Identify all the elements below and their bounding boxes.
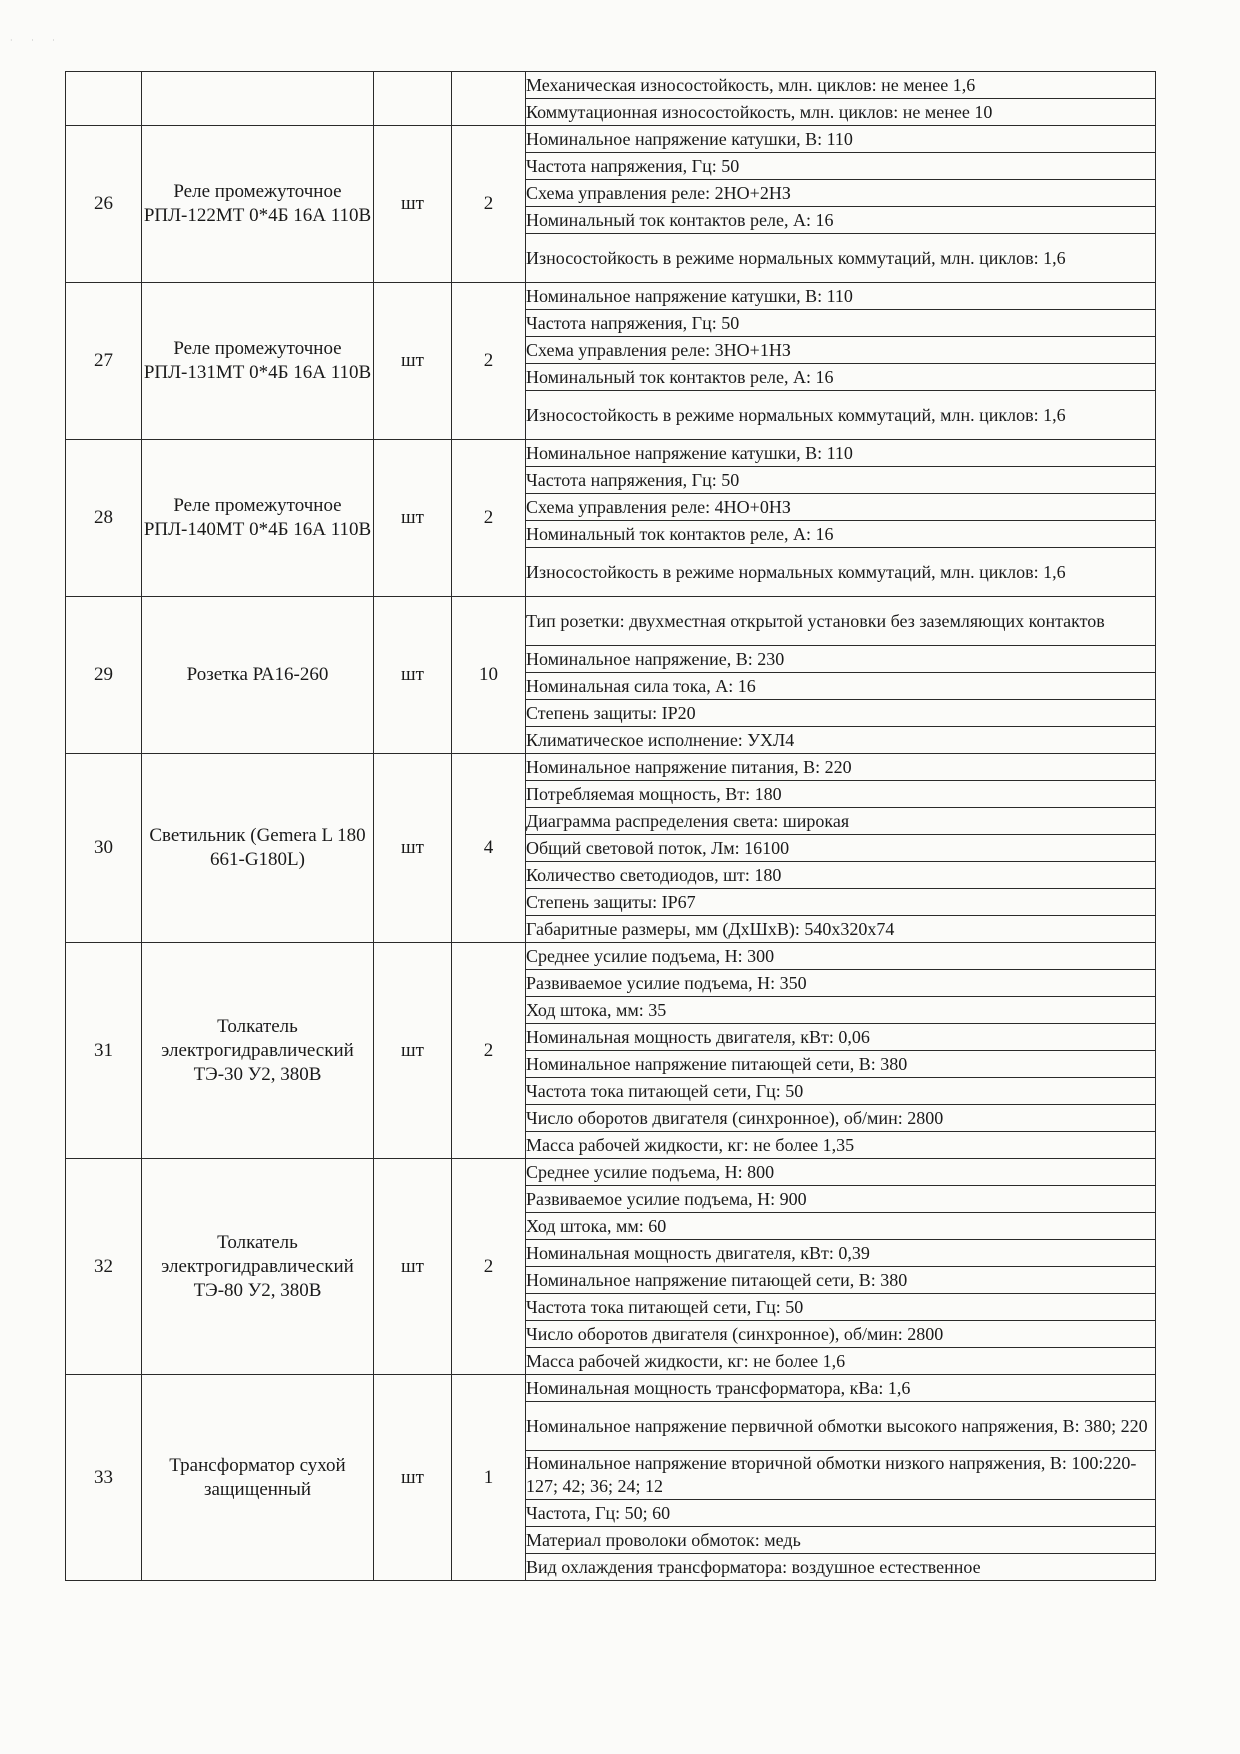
spec-line: Номинальное напряжение катушки, В: 110: [526, 440, 1156, 467]
scan-artifact: · · ·: [10, 36, 63, 45]
spec-line: Частота тока питающей сети, Гц: 50: [526, 1078, 1156, 1105]
spec-line: Среднее усилие подъема, Н: 800: [526, 1159, 1156, 1186]
spec-line: Частота напряжения, Гц: 50: [526, 153, 1156, 180]
item-name: Светильник (Gemera L 180 661-G180L): [142, 754, 374, 943]
item-name: Трансформатор сухой защищенный: [142, 1375, 374, 1581]
table-row: [66, 126, 1156, 153]
spec-line: Номинальная сила тока, А: 16: [526, 673, 1156, 700]
specification-table-body: [66, 72, 1156, 1581]
item-unit: шт: [374, 597, 452, 754]
item-unit: шт: [374, 754, 452, 943]
spec-line: Диаграмма распределения света: широкая: [526, 808, 1156, 835]
table-row: [66, 283, 1156, 310]
spec-line: Ход штока, мм: 60: [526, 1213, 1156, 1240]
item-name: Толкатель электрогидравлический ТЭ-80 У2, 380В: [142, 1159, 374, 1375]
item-unit: шт: [374, 283, 452, 440]
spec-line: Количество светодиодов, шт: 180: [526, 862, 1156, 889]
item-quantity: 2: [452, 440, 526, 597]
spec-line: Номинальное напряжение, В: 230: [526, 646, 1156, 673]
spec-line: Развиваемое усилие подъема, Н: 900: [526, 1186, 1156, 1213]
item-name: Реле промежуточное РПЛ-140МТ 0*4Б 16А 110В: [142, 440, 374, 597]
spec-line: Масса рабочей жидкости, кг: не более 1,6: [526, 1348, 1156, 1375]
spec-line: Номинальное напряжение катушки, В: 110: [526, 126, 1156, 153]
item-quantity: 4: [452, 754, 526, 943]
table-row: [66, 1375, 1156, 1402]
item-number: 31: [66, 943, 142, 1159]
spec-line: Частота тока питающей сети, Гц: 50: [526, 1294, 1156, 1321]
spec-line: Среднее усилие подъема, Н: 300: [526, 943, 1156, 970]
item-number: 33: [66, 1375, 142, 1581]
item-number: 27: [66, 283, 142, 440]
spec-line: Общий световой поток, Лм: 16100: [526, 835, 1156, 862]
spec-line: Износостойкость в режиме нормальных коммутаций, млн. циклов: 1,6: [526, 548, 1156, 597]
table-row: [66, 1159, 1156, 1186]
item-number: [66, 72, 142, 126]
item-unit: шт: [374, 440, 452, 597]
item-quantity: 2: [452, 1159, 526, 1375]
item-quantity: 2: [452, 126, 526, 283]
spec-line: Ход штока, мм: 35: [526, 997, 1156, 1024]
spec-line: Число оборотов двигателя (синхронное), об/мин: 2800: [526, 1321, 1156, 1348]
item-quantity: 2: [452, 943, 526, 1159]
spec-line: Частота напряжения, Гц: 50: [526, 310, 1156, 337]
item-name: Толкатель электрогидравлический ТЭ-30 У2, 380В: [142, 943, 374, 1159]
item-unit: шт: [374, 943, 452, 1159]
specification-table: [65, 71, 1156, 1581]
spec-line: Климатическое исполнение: УХЛ4: [526, 727, 1156, 754]
spec-line: Схема управления реле: 4НО+0НЗ: [526, 494, 1156, 521]
spec-line: Развиваемое усилие подъема, Н: 350: [526, 970, 1156, 997]
spec-line: Материал проволоки обмоток: медь: [526, 1527, 1156, 1554]
item-unit: шт: [374, 1375, 452, 1581]
spec-line: Номинальная мощность двигателя, кВт: 0,06: [526, 1024, 1156, 1051]
spec-line: Степень защиты: IP20: [526, 700, 1156, 727]
spec-line: Номинальное напряжение катушки, В: 110: [526, 283, 1156, 310]
spec-line: Степень защиты: IP67: [526, 889, 1156, 916]
item-name: [142, 72, 374, 126]
item-quantity: 10: [452, 597, 526, 754]
spec-line: Схема управления реле: 3НО+1НЗ: [526, 337, 1156, 364]
item-number: 30: [66, 754, 142, 943]
spec-line: Потребляемая мощность, Вт: 180: [526, 781, 1156, 808]
item-name: Реле промежуточное РПЛ-122МТ 0*4Б 16А 110В: [142, 126, 374, 283]
spec-line: Номинальное напряжение вторичной обмотки низкого напряжения, В: 100:220-127; 42; 36; 24; 12: [526, 1451, 1156, 1500]
spec-line: Номинальная мощность трансформатора, кВа: 1,6: [526, 1375, 1156, 1402]
table-row: [66, 440, 1156, 467]
item-quantity: [452, 72, 526, 126]
item-number: 32: [66, 1159, 142, 1375]
item-number: 29: [66, 597, 142, 754]
table-row: [66, 597, 1156, 646]
table-row: [66, 754, 1156, 781]
spec-line: Схема управления реле: 2НО+2НЗ: [526, 180, 1156, 207]
spec-line: Масса рабочей жидкости, кг: не более 1,35: [526, 1132, 1156, 1159]
item-number: 28: [66, 440, 142, 597]
item-name: Реле промежуточное РПЛ-131МТ 0*4Б 16А 110В: [142, 283, 374, 440]
spec-line: Тип розетки: двухместная открытой установки без заземляющих контактов: [526, 597, 1156, 646]
spec-line: Частота, Гц: 50; 60: [526, 1500, 1156, 1527]
spec-line: Номинальное напряжение питания, В: 220: [526, 754, 1156, 781]
item-quantity: 2: [452, 283, 526, 440]
spec-line: Номинальная мощность двигателя, кВт: 0,39: [526, 1240, 1156, 1267]
spec-line: Номинальное напряжение первичной обмотки высокого напряжения, В: 380; 220: [526, 1402, 1156, 1451]
spec-line: Износостойкость в режиме нормальных коммутаций, млн. циклов: 1,6: [526, 391, 1156, 440]
item-quantity: 1: [452, 1375, 526, 1581]
spec-line: Частота напряжения, Гц: 50: [526, 467, 1156, 494]
spec-line: Номинальный ток контактов реле, А: 16: [526, 521, 1156, 548]
spec-line: Число оборотов двигателя (синхронное), об/мин: 2800: [526, 1105, 1156, 1132]
item-unit: шт: [374, 126, 452, 283]
spec-line: Коммутационная износостойкость, млн. циклов: не менее 10: [526, 99, 1156, 126]
spec-line: Габаритные размеры, мм (ДхШхВ): 540х320х74: [526, 916, 1156, 943]
item-unit: [374, 72, 452, 126]
item-unit: шт: [374, 1159, 452, 1375]
spec-line: Износостойкость в режиме нормальных коммутаций, млн. циклов: 1,6: [526, 234, 1156, 283]
item-number: 26: [66, 126, 142, 283]
spec-line: Номинальное напряжение питающей сети, В: 380: [526, 1051, 1156, 1078]
table-row: [66, 943, 1156, 970]
spec-line: Механическая износостойкость, млн. циклов: не менее 1,6: [526, 72, 1156, 99]
spec-line: Номинальное напряжение питающей сети, В: 380: [526, 1267, 1156, 1294]
spec-line: Номинальный ток контактов реле, А: 16: [526, 364, 1156, 391]
spec-line: Номинальный ток контактов реле, А: 16: [526, 207, 1156, 234]
item-name: Розетка РА16-260: [142, 597, 374, 754]
spec-line: Вид охлаждения трансформатора: воздушное естественное: [526, 1554, 1156, 1581]
table-row: [66, 72, 1156, 99]
